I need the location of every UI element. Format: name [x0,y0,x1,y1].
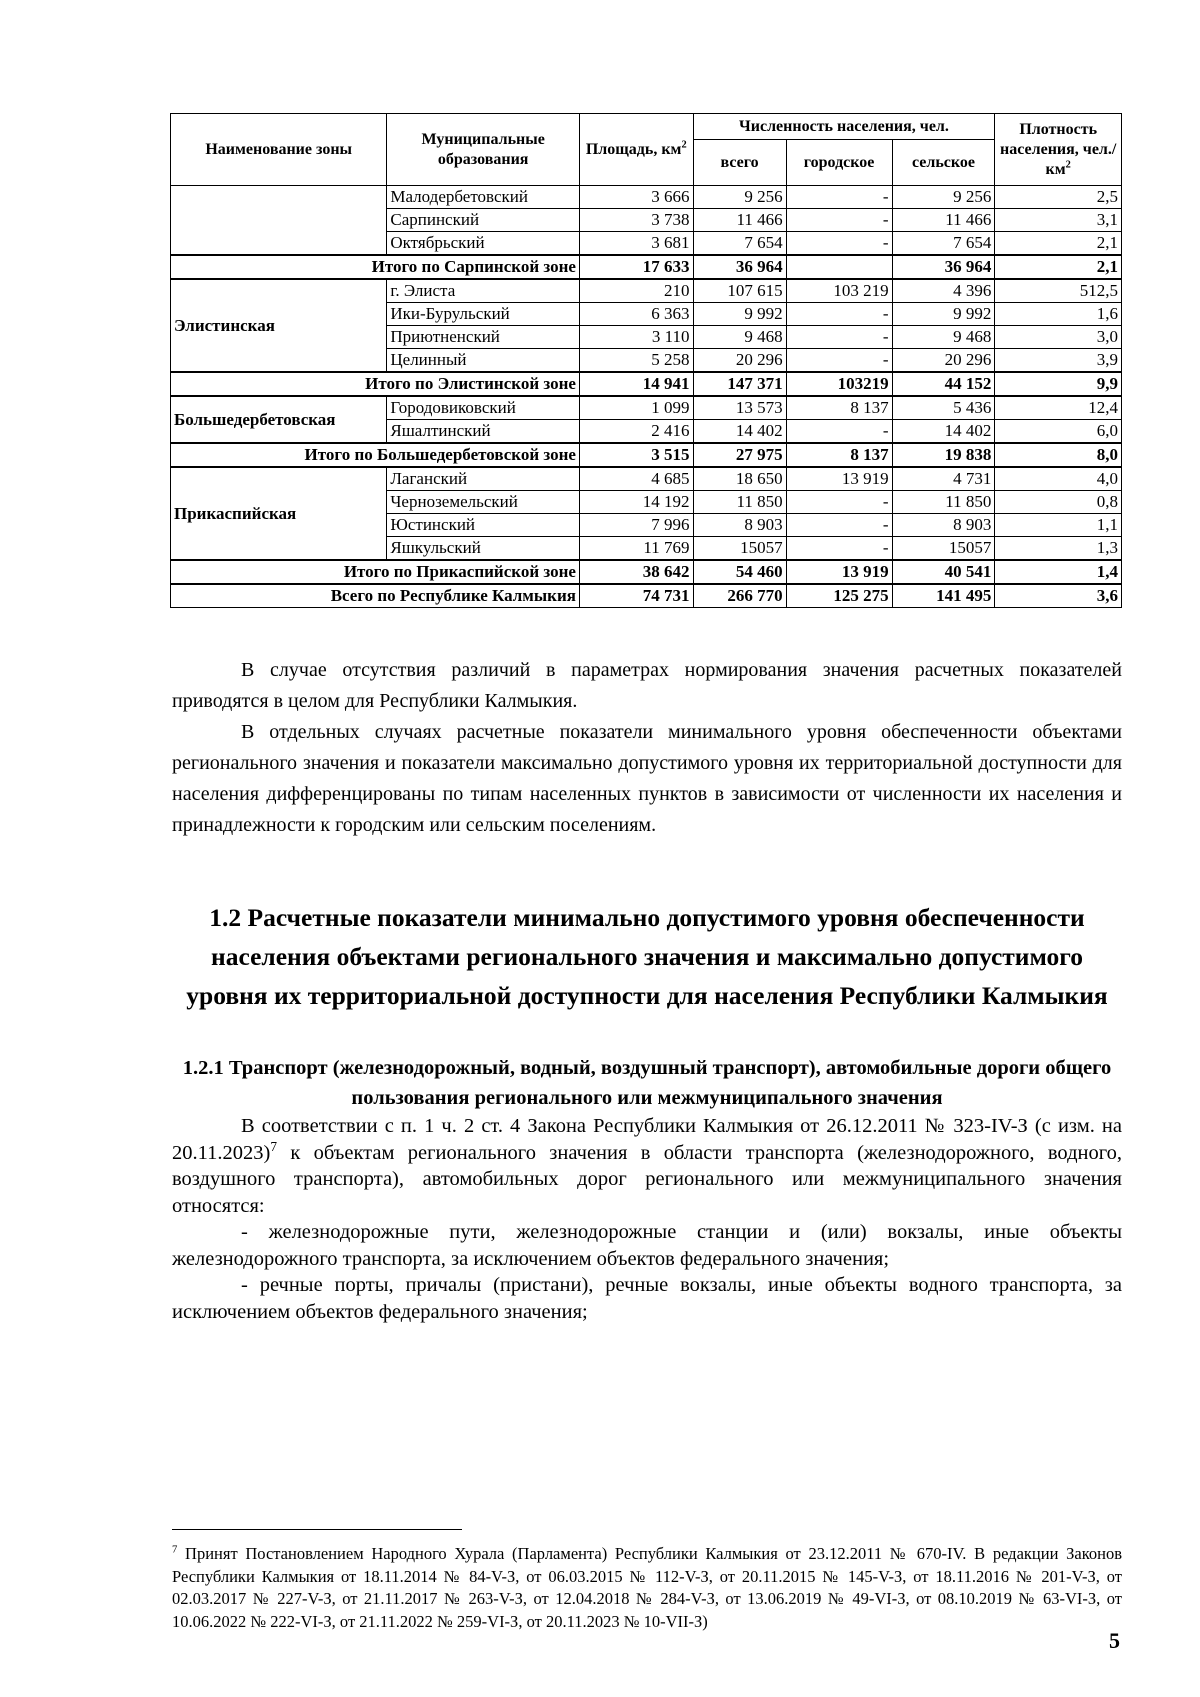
area-cell: 4 685 [579,467,693,491]
urban-cell: 8 137 [786,396,892,420]
table-row [171,396,1122,420]
rural-cell: 19 838 [892,443,995,467]
area-cell: 14 941 [579,372,693,396]
rural-cell: 7 654 [892,232,995,256]
density-cell: 8,0 [995,443,1122,467]
rural-cell: 11 466 [892,209,995,232]
paragraph: В случае отсутствия различий в параметрах нормирования значения расчетных показателей приводятся в целом для Республики Калмыкия. [172,659,1122,712]
rural-cell: 4 396 [892,279,995,303]
zone-total-row [171,560,1122,584]
urban-cell: 125 275 [786,584,892,608]
area-cell: 3 738 [579,209,693,232]
rural-cell: 15057 [892,537,995,561]
total-cell: 9 256 [693,186,786,209]
urban-cell: - [786,514,892,537]
list-item: - железнодорожные пути, железнодорожные станции и (или) вокзалы, иные объекты железнодорожного транспорта, за исключением объектов федерального значения; [172,1221,1122,1270]
rural-cell: 8 903 [892,514,995,537]
municipality-cell: Октябрьский [387,232,580,256]
density-cell: 2,1 [995,255,1122,279]
urban-cell: - [786,232,892,256]
footnote-number: 7 [172,1543,178,1556]
density-cell: 3,6 [995,584,1122,608]
urban-cell: 13 919 [786,560,892,584]
density-cell: 0,8 [995,491,1122,514]
zone-name: Прикаспийская [171,467,387,560]
total-cell: 11 466 [693,209,786,232]
urban-cell: 103219 [786,372,892,396]
density-cell: 6,0 [995,420,1122,444]
rural-cell: 11 850 [892,491,995,514]
paragraph: В соответствии с п. 1 ч. 2 ст. 4 Закона Республики Калмыкия от 26.12.2011 № 323-IV-З (с изм. на 20.11.2023)$^7$ к объектам регионального значения в области транспорта (железнодорожного, водного, воздушного транспорта), автомобильных дорог регионального или межмуниципального значения относятся: [172,1115,1122,1217]
total-cell: 9 992 [693,303,786,326]
area-cell: 17 633 [579,255,693,279]
urban-cell [786,255,892,279]
municipality-cell: Малодербетовский [387,186,580,209]
rural-cell: 9 992 [892,303,995,326]
total-cell: 11 850 [693,491,786,514]
rural-cell: 44 152 [892,372,995,396]
municipality-cell: Целинный [387,349,580,373]
density-cell: 9,9 [995,372,1122,396]
total-label: Итого по Большедербетовской зоне [171,443,580,467]
grand-total-label: Всего по Республике Калмыкия [171,584,580,608]
municipality-cell: Юстинский [387,514,580,537]
total-cell: 13 573 [693,396,786,420]
density-cell: 1,3 [995,537,1122,561]
total-label: Итого по Прикаспийской зоне [171,560,580,584]
footnote-text: Принят Постановлением Народного Хурала (Парламента) Республики Калмыкия от 23.12.2011 № 670-IV. В редакции Законов Республики Калмыкия от 18.11.2014 № 84-V-З, от 06.03.2015 № 112-V-З, от 20.11.2015 № 145-V-З, от 18.11.2016 № 201-V-З, от 02.03.2017 № 227-V-З, от 21.11.2017 № 263-V-З, от 12.04.2018 № 284-V-З, от 13.06.2019 № 49-VI-З, от 08.10.2019 № 63-VI-З, от 10.06.2022 № 222-VI-З, от 21.11.2022 № 259-VI-З, от 20.11.2023 № 10-VII-З) [172,1544,1122,1631]
subsection-heading: 1.2.1 Транспорт (железнодорожный, водный, воздушный транспорт), автомобильные дороги общего пользования регионального или межмуниципального значения [182,1057,1112,1109]
urban-cell: 13 919 [786,467,892,491]
section-body [172,1113,1122,1325]
area-cell: 74 731 [579,584,693,608]
total-cell: 9 468 [693,326,786,349]
total-cell: 20 296 [693,349,786,373]
table-row [171,467,1122,491]
urban-cell: - [786,491,892,514]
total-cell: 27 975 [693,443,786,467]
grand-total-row [171,584,1122,608]
total-label: Итого по Элистинской зоне [171,372,580,396]
urban-cell: 103 219 [786,279,892,303]
total-cell: 8 903 [693,514,786,537]
urban-cell: - [786,420,892,444]
header-density: Плотность населения, чел./ $км^2$ [995,114,1122,186]
header-rural: сельское [892,140,995,186]
page-number: 5 [1109,1628,1120,1653]
table-row [171,186,1122,209]
header-zone: Наименование зоны [171,114,387,186]
rural-cell: 5 436 [892,396,995,420]
header-municipality: Муниципальные образования [387,114,580,186]
municipality-cell: Яшалтинский [387,420,580,444]
list-item: - речные порты, причалы (пристани), речные вокзалы, иные объекты водного транспорта, за исключением объектов федерального значения; [172,1274,1122,1323]
urban-cell: - [786,537,892,561]
zone-total-row [171,443,1122,467]
total-cell: 18 650 [693,467,786,491]
density-cell: 4,0 [995,467,1122,491]
total-cell: 14 402 [693,420,786,444]
urban-cell: - [786,209,892,232]
area-cell: 38 642 [579,560,693,584]
zone-cell-empty [171,186,387,256]
header-population: Численность населения, чел. [693,114,995,140]
density-cell: 3,9 [995,349,1122,373]
municipality-cell: Приютненский [387,326,580,349]
footnote-separator [172,1529,462,1530]
header-total: всего [693,140,786,186]
total-cell: 36 964 [693,255,786,279]
rural-cell: 14 402 [892,420,995,444]
footnote-ref[interactable]: 7 [270,1138,277,1154]
urban-cell: - [786,303,892,326]
total-cell: 54 460 [693,560,786,584]
area-cell: 210 [579,279,693,303]
municipality-cell: Лаганский [387,467,580,491]
area-cell: 3 681 [579,232,693,256]
density-cell: 2,1 [995,232,1122,256]
total-label: Итого по Сарпинской зоне [171,255,580,279]
density-cell: 3,1 [995,209,1122,232]
rural-cell: 4 731 [892,467,995,491]
municipality-cell: Ики-Бурульский [387,303,580,326]
rural-cell: 20 296 [892,349,995,373]
urban-cell: 8 137 [786,443,892,467]
total-cell: 15057 [693,537,786,561]
population-table [170,113,1122,608]
rural-cell: 9 468 [892,326,995,349]
total-cell: 7 654 [693,232,786,256]
footnote [172,1543,1122,1633]
urban-cell: - [786,349,892,373]
rural-cell: 9 256 [892,186,995,209]
area-cell: 3 110 [579,326,693,349]
zone-total-row [171,255,1122,279]
area-cell: 7 996 [579,514,693,537]
area-cell: 2 416 [579,420,693,444]
density-cell: 1,1 [995,514,1122,537]
table-row [171,279,1122,303]
area-cell: 11 769 [579,537,693,561]
area-cell: 14 192 [579,491,693,514]
rural-cell: 40 541 [892,560,995,584]
urban-cell: - [786,326,892,349]
municipality-cell: г. Элиста [387,279,580,303]
municipality-cell: Городовиковский [387,396,580,420]
intro-paragraphs [172,655,1122,841]
zone-total-row [171,372,1122,396]
header-urban: городское [786,140,892,186]
density-cell: 2,5 [995,186,1122,209]
density-cell: 512,5 [995,279,1122,303]
density-cell: 3,0 [995,326,1122,349]
municipality-cell: Сарпинский [387,209,580,232]
paragraph: В отдельных случаях расчетные показатели минимального уровня обеспеченности объектами регионального значения и показатели максимально допустимого уровня их территориальной доступности для населения дифференцированы по типам населенных пунктов в зависимости от численности их населения и принадлежности к городским или сельским поселениям. [172,721,1122,836]
area-cell: 6 363 [579,303,693,326]
total-cell: 266 770 [693,584,786,608]
area-cell: 3 515 [579,443,693,467]
area-cell: 5 258 [579,349,693,373]
section-heading: 1.2 Расчетные показатели минимально допустимого уровня обеспеченности населения объектами регионального значения и максимально допустимого уровня их территориальной доступности для населения Республики Калмыкия [186,903,1108,1010]
density-cell: 1,6 [995,303,1122,326]
total-cell: 107 615 [693,279,786,303]
zone-name: Элистинская [171,279,387,372]
header-area: Площадь, $км^2$ [579,114,693,186]
density-cell: 1,4 [995,560,1122,584]
rural-cell: 36 964 [892,255,995,279]
density-cell: 12,4 [995,396,1122,420]
rural-cell: 141 495 [892,584,995,608]
total-cell: 147 371 [693,372,786,396]
area-cell: 3 666 [579,186,693,209]
municipality-cell: Черноземельский [387,491,580,514]
urban-cell: - [786,186,892,209]
zone-name: Большедербетовская [171,396,387,443]
area-cell: 1 099 [579,396,693,420]
municipality-cell: Яшкульский [387,537,580,561]
